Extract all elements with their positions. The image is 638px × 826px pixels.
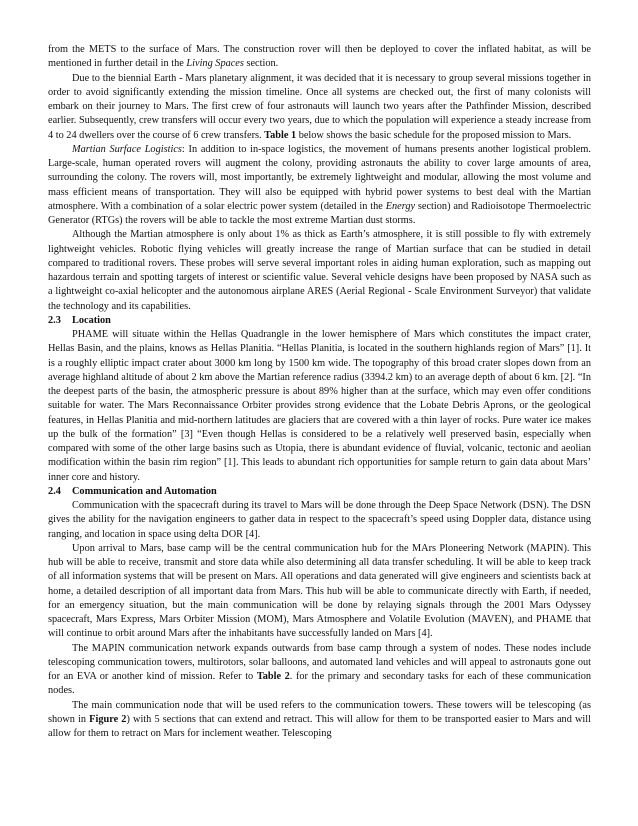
paragraph-towers: The main communication node that will be used refers to the communication towers. These towers will be telescoping (as shown in Figure 2) with 5 sections that can extend and retract. This will allow for them to be transported easier to Mars and will allow for them to retract on Mars for inclement weather. Telescoping xyxy=(48,699,591,739)
section-number: 2.3 xyxy=(48,314,61,326)
section-title: Communication and Automation xyxy=(72,485,217,497)
paragraph-mets: from the METS to the surface of Mars. The construction rover will then be deployed to cover the inflated habitat, as will be mentioned in further detail in the Living Spaces section. xyxy=(48,44,591,70)
section-title: Location xyxy=(72,314,111,326)
section-number: 2.4 xyxy=(48,485,61,497)
surface-logistics-label: Martian Surface Logistics xyxy=(72,143,182,155)
section-heading-location xyxy=(48,314,591,328)
paragraph-surface-logistics: Martian Surface Logistics: In addition to in-space logistics, the movement of humans presents another logistical problem. Large-scale, human operated rovers will augment the colony, providing astronauts the ability to cover large amounts of area, surrounding the colony. The rovers will, most importantly, be extremely lightweight and modular, allowing the most volume and mass efficient means of transportation. They will also be equipped with hybrid power systems to best deal with the Martian atmosphere. With a combination of a solar electric power system (detailed in the Energy section) and Radioisotope Thermoelectric Generator (RTGs) the rovers will be able to tackle the most extreme Martian dust storms. xyxy=(48,143,591,226)
table-2-ref: Table 2 xyxy=(256,671,290,682)
paragraph-mapin-hub: Upon arrival to Mars, base camp will be the central communication hub for the MArs Ploneering Network (MAPIN). This hub will be able to receive, transmit and store data while also determining all data transfer scheduling. It will be able to keep track of all information systems that will be present on Mars. All operations and data generated will give engineers and scientists back at home, a detailed description of all important data from Mars. This hub will be able to communicate directly with Earth, if needed, for an emergency situation, but the main communication will be done by relaying signals through the 2001 Mars Odyssey spacecraft, Mars Express, Mars Orbiter Mission (MOM), Mars Atmosphere and Volatile Evolution (MAVEN), and PHAME that will continue to orbit around Mars after the inhabitants have successfully landed on Mars [4]. xyxy=(48,542,591,640)
paragraph-dsn: Communication with the spacecraft during its travel to Mars will be done through the Deep Space Network (DSN). The DSN gives the ability for the navigation engineers to gather data in respect to the spacecraft’s speed using Doppler data, distance using ranging, and location in space using delta DOR [4]. xyxy=(48,500,591,540)
table-1-ref: Table 1 xyxy=(264,129,297,141)
living-spaces-ref: Living Spaces xyxy=(186,58,244,70)
section-heading-communication xyxy=(48,485,591,499)
paragraph-flying-vehicles: Although the Martian atmosphere is only about 1% as thick as Earth’s atmosphere, it is still possible to fly with extremely lightweight vehicles. Robotic flying vehicles will greatly increase the range of Martian surface that can be studied in detail compared to traditional rovers. These probes will serve several important roles in aiding human exploration, such as mapping out hazardous terrain and spotting targets of interest or scientific value. Several vehicle designs have been proposed by NASA such as a lightweight co-axial helicopter and the autonomous airplane ARES (Aerial Regional - Scale Environment Surveyor) that validate the technology and its capabilities. xyxy=(48,229,591,312)
paragraph-alignment: Due to the biennial Earth - Mars planetary alignment, it was decided that it is necessary to group several missions together in order to avoid significantly extending the mission timeline. Once all systems are checked out, the first of many colonists will embark on their journey to Mars. The first crew of four astronauts will launch two years after the Pathfinder Mission, described earlier. Subsequently, crew transfers will occur every two years, due to which the population will experience a steady increase from 4 to 24 dwellers over the course of 6 crew transfers. Table 1 below shows the basic schedule for the proposed mission to Mars. xyxy=(48,72,591,141)
energy-ref: Energy xyxy=(385,200,416,212)
paragraph-mapin-nodes: The MAPIN communication network expands outwards from base camp through a system of nodes. These nodes include telescoping communication towers, multirotors, solar balloons, and automated land vehicles and will appeal to astronauts gone out for an EVA or another kind of mission. Refer to Table 2. for the primary and secondary tasks for each of these communication nodes. xyxy=(48,642,591,697)
figure-2-ref: Figure 2 xyxy=(89,713,127,725)
paragraph-location: PHAME will situate within the Hellas Quadrangle in the lower hemisphere of Mars which constitutes the impact crater, Hellas Basin, and the plains, knows as Hellas Planitia. “Hellas Planitia, is located in the southern highlands region of Mars” [1]. It is a roughly elliptic impact crater about 3000 km long by 1500 km wide. The topography of this broad crater slopes down from an average highland altitude of about 2 km above the Martian reference radius (3394.2 km) to an average depth of about 6 km. [2]. “In the deepest parts of the basin, the atmospheric pressure is about 89% higher than at the surface, which may even offer conditions suitable for water. The Mars Reconnaissance Orbiter provides strong evidence that the Lobate Debris Aprons, or the geological features, in Hellas Planitia and mid-northern latitudes are glaciers that are covered with a thin layer of rocks. Pure water ice makes up the bulk of the formation” [3] “Even though Hellas is considered to be a relatively well preserved basin, especially when compared with some of the other large basins such as Utopia, there is abundant evidence of fluvial, volcanic, tectonic and aeolian modification within the basin rim region” [1]. This leads to abundant rich opportunities for sample return to gain data about Mars’ inner core and history. xyxy=(48,329,591,483)
